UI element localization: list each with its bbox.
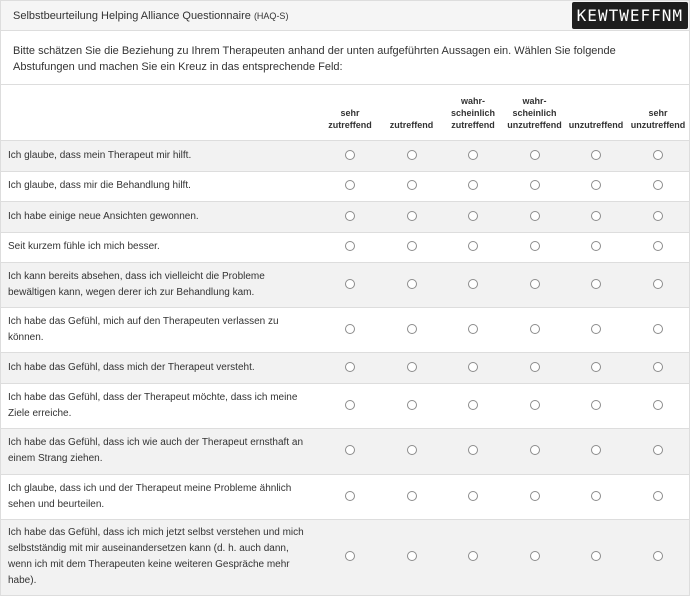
rating-cell <box>319 307 381 352</box>
column-header-line: wahr- <box>522 95 547 106</box>
rating-cell <box>319 383 381 428</box>
table-row <box>1 171 689 201</box>
column-header-wahrscheinlich-unzutreffend <box>504 85 565 140</box>
radio-wahrscheinlich-unzutreffend[interactable] <box>530 445 540 455</box>
rating-cell <box>319 519 381 595</box>
rating-cell <box>381 519 442 595</box>
table-row <box>1 428 689 474</box>
rating-cell <box>442 474 504 519</box>
column-header-line: wahr- <box>460 95 485 106</box>
radio-unzutreffend[interactable] <box>591 241 601 251</box>
rating-cell <box>381 352 442 383</box>
radio-unzutreffend[interactable] <box>591 211 601 221</box>
rating-cell <box>319 232 381 262</box>
panel-header <box>1 1 689 31</box>
radio-sehr-unzutreffend[interactable] <box>653 491 663 501</box>
table-row <box>1 474 689 519</box>
column-header-line: scheinlich <box>450 107 495 118</box>
table-row <box>1 383 689 428</box>
column-header-line: unzutreffend <box>507 119 562 130</box>
radio-sehr-unzutreffend[interactable] <box>653 279 663 289</box>
question-text: Ich habe das Gefühl, dass der Therapeut möchte, dass ich meine Ziele erreiche. <box>1 383 319 428</box>
table-header-row <box>1 85 689 140</box>
rating-cell <box>565 140 627 171</box>
radio-wahrscheinlich-zutreffend[interactable] <box>468 180 478 190</box>
radio-wahrscheinlich-unzutreffend[interactable] <box>530 150 540 160</box>
radio-sehr-zutreffend[interactable] <box>345 491 355 501</box>
rating-cell <box>504 201 565 232</box>
question-text: Ich kann bereits absehen, dass ich vielleicht die Probleme bewältigen kann, wegen derer ich zur Behandlung kam. <box>1 262 319 307</box>
radio-sehr-unzutreffend[interactable] <box>653 551 663 561</box>
rating-cell <box>565 171 627 201</box>
rating-cell <box>442 519 504 595</box>
radio-wahrscheinlich-unzutreffend[interactable] <box>530 400 540 410</box>
radio-wahrscheinlich-zutreffend[interactable] <box>468 279 478 289</box>
rating-cell <box>504 171 565 201</box>
radio-wahrscheinlich-zutreffend[interactable] <box>468 324 478 334</box>
radio-sehr-zutreffend[interactable] <box>345 445 355 455</box>
rating-cell <box>627 307 689 352</box>
rating-cell <box>319 171 381 201</box>
column-header-sehr-zutreffend <box>319 85 381 140</box>
radio-wahrscheinlich-zutreffend[interactable] <box>468 491 478 501</box>
column-header-zutreffend <box>381 85 442 140</box>
radio-unzutreffend[interactable] <box>591 491 601 501</box>
rating-cell <box>381 171 442 201</box>
rating-cell <box>627 171 689 201</box>
radio-wahrscheinlich-zutreffend[interactable] <box>468 445 478 455</box>
radio-wahrscheinlich-unzutreffend[interactable] <box>530 551 540 561</box>
radio-unzutreffend[interactable] <box>591 400 601 410</box>
rating-cell <box>504 352 565 383</box>
rating-cell <box>565 307 627 352</box>
radio-wahrscheinlich-zutreffend[interactable] <box>468 400 478 410</box>
question-text: Ich habe das Gefühl, dass ich mich jetzt selbst verstehen und mich selbstständig mit mir auseinandersetzen kann (d. h. auch dann, wenn ich mit dem Therapeuten keine weiteren Gespräche mehr habe). <box>1 519 319 595</box>
radio-zutreffend[interactable] <box>407 551 417 561</box>
radio-wahrscheinlich-zutreffend[interactable] <box>468 551 478 561</box>
radio-wahrscheinlich-unzutreffend[interactable] <box>530 491 540 501</box>
radio-zutreffend[interactable] <box>407 491 417 501</box>
column-header-line: unzutreffend <box>630 119 686 130</box>
column-header-line: zutreffend <box>389 119 434 130</box>
question-text: Ich glaube, dass mein Therapeut mir hilft. <box>1 140 319 171</box>
rating-cell <box>442 352 504 383</box>
code-badge: KEWTWEFFNM <box>572 2 688 29</box>
title-main: Selbstbeurteilung Helping Alliance Questionnaire <box>13 10 251 22</box>
radio-wahrscheinlich-zutreffend[interactable] <box>468 241 478 251</box>
column-header-line <box>381 107 442 119</box>
radio-sehr-zutreffend[interactable] <box>345 150 355 160</box>
rating-cell <box>442 307 504 352</box>
radio-unzutreffend[interactable] <box>591 150 601 160</box>
rating-cell <box>319 352 381 383</box>
rating-cell <box>381 232 442 262</box>
rating-cell <box>381 307 442 352</box>
question-text: Ich habe das Gefühl, mich auf den Therapeuten verlassen zu können. <box>1 307 319 352</box>
rating-cell <box>381 262 442 307</box>
rating-cell <box>627 519 689 595</box>
rating-cell <box>319 140 381 171</box>
question-text: Ich habe das Gefühl, dass ich wie auch der Therapeut ernsthaft an einem Strang ziehen. <box>1 428 319 474</box>
rating-cell <box>627 201 689 232</box>
rating-cell <box>627 262 689 307</box>
rating-cell <box>565 383 627 428</box>
radio-unzutreffend[interactable] <box>591 279 601 289</box>
question-text: Ich habe das Gefühl, dass mich der Therapeut versteht. <box>1 352 319 383</box>
rating-cell <box>627 474 689 519</box>
radio-sehr-zutreffend[interactable] <box>345 324 355 334</box>
radio-wahrscheinlich-unzutreffend[interactable] <box>530 211 540 221</box>
rating-cell <box>504 262 565 307</box>
rating-cell <box>381 140 442 171</box>
radio-wahrscheinlich-unzutreffend[interactable] <box>530 362 540 372</box>
column-header-unzutreffend <box>565 85 627 140</box>
rating-cell <box>565 519 627 595</box>
rating-cell <box>442 201 504 232</box>
question-text: Seit kurzem fühle ich mich besser. <box>1 232 319 262</box>
rating-cell <box>442 262 504 307</box>
radio-sehr-unzutreffend[interactable] <box>653 180 663 190</box>
radio-sehr-unzutreffend[interactable] <box>653 445 663 455</box>
radio-wahrscheinlich-unzutreffend[interactable] <box>530 279 540 289</box>
rating-cell <box>442 140 504 171</box>
radio-unzutreffend[interactable] <box>591 551 601 561</box>
column-header-line: sehr <box>340 107 360 118</box>
radio-sehr-zutreffend[interactable] <box>345 279 355 289</box>
rating-cell <box>319 428 381 474</box>
radio-zutreffend[interactable] <box>407 180 417 190</box>
table-row <box>1 307 689 352</box>
rating-cell <box>504 140 565 171</box>
rating-cell <box>381 428 442 474</box>
rating-cell <box>504 519 565 595</box>
radio-zutreffend[interactable] <box>407 241 417 251</box>
rating-cell <box>442 232 504 262</box>
radio-sehr-unzutreffend[interactable] <box>653 400 663 410</box>
column-header-line: unzutreffend <box>568 119 624 130</box>
question-text: Ich glaube, dass mir die Behandlung hilft. <box>1 171 319 201</box>
radio-wahrscheinlich-unzutreffend[interactable] <box>530 324 540 334</box>
radio-wahrscheinlich-zutreffend[interactable] <box>468 150 478 160</box>
radio-zutreffend[interactable] <box>407 362 417 372</box>
rating-cell <box>504 307 565 352</box>
rating-cell <box>442 171 504 201</box>
rating-table <box>1 85 689 596</box>
column-header-line: scheinlich <box>512 107 557 118</box>
column-header-line: zutreffend <box>451 119 495 130</box>
radio-unzutreffend[interactable] <box>591 362 601 372</box>
radio-zutreffend[interactable] <box>407 324 417 334</box>
radio-sehr-unzutreffend[interactable] <box>653 241 663 251</box>
panel-title <box>13 10 288 22</box>
rating-cell <box>565 428 627 474</box>
instructions-text: Bitte schätzen Sie die Beziehung zu Ihrem Therapeuten anhand der unten aufgeführten Aussagen ein. Wählen Sie folgende Abstufungen und machen Sie ein Kreuz in das entsprechende Feld: <box>1 31 689 85</box>
radio-wahrscheinlich-unzutreffend[interactable] <box>530 241 540 251</box>
radio-wahrscheinlich-zutreffend[interactable] <box>468 211 478 221</box>
rating-cell <box>381 474 442 519</box>
rating-cell <box>319 262 381 307</box>
column-header-sehr-unzutreffend <box>627 85 689 140</box>
rating-cell <box>565 232 627 262</box>
rating-cell <box>627 140 689 171</box>
column-header-line <box>565 107 627 119</box>
rating-cell <box>442 383 504 428</box>
rating-cell <box>504 474 565 519</box>
rating-cell <box>627 383 689 428</box>
title-abbr: (HAQ-S) <box>253 11 289 21</box>
question-text: Ich glaube, dass ich und der Therapeut meine Probleme ähnlich sehen und beurteilen. <box>1 474 319 519</box>
radio-sehr-zutreffend[interactable] <box>345 211 355 221</box>
table-row <box>1 352 689 383</box>
rating-cell <box>504 383 565 428</box>
rating-cell <box>319 201 381 232</box>
radio-sehr-unzutreffend[interactable] <box>653 150 663 160</box>
table-row <box>1 140 689 171</box>
radio-sehr-zutreffend[interactable] <box>345 400 355 410</box>
radio-zutreffend[interactable] <box>407 150 417 160</box>
rating-cell <box>565 474 627 519</box>
radio-zutreffend[interactable] <box>407 211 417 221</box>
rating-cell <box>627 428 689 474</box>
column-header-line: sehr <box>648 107 668 118</box>
radio-wahrscheinlich-unzutreffend[interactable] <box>530 180 540 190</box>
radio-zutreffend[interactable] <box>407 279 417 289</box>
rating-cell <box>627 232 689 262</box>
radio-wahrscheinlich-zutreffend[interactable] <box>468 362 478 372</box>
radio-unzutreffend[interactable] <box>591 324 601 334</box>
rating-cell <box>504 428 565 474</box>
radio-unzutreffend[interactable] <box>591 180 601 190</box>
rating-cell <box>565 201 627 232</box>
radio-sehr-unzutreffend[interactable] <box>653 324 663 334</box>
radio-zutreffend[interactable] <box>407 400 417 410</box>
radio-sehr-zutreffend[interactable] <box>345 551 355 561</box>
column-header-line: zutreffend <box>328 119 372 130</box>
radio-zutreffend[interactable] <box>407 445 417 455</box>
radio-unzutreffend[interactable] <box>591 445 601 455</box>
rating-cell <box>381 201 442 232</box>
rating-cell <box>381 383 442 428</box>
rating-cell <box>504 232 565 262</box>
rating-cell <box>627 352 689 383</box>
rating-cell <box>565 352 627 383</box>
rating-cell <box>319 474 381 519</box>
table-row <box>1 262 689 307</box>
question-column-header <box>1 85 319 140</box>
radio-sehr-zutreffend[interactable] <box>345 180 355 190</box>
column-header-wahrscheinlich-zutreffend <box>442 85 504 140</box>
radio-sehr-unzutreffend[interactable] <box>653 211 663 221</box>
radio-sehr-unzutreffend[interactable] <box>653 362 663 372</box>
table-row <box>1 232 689 262</box>
radio-sehr-zutreffend[interactable] <box>345 362 355 372</box>
rating-cell <box>565 262 627 307</box>
table-row <box>1 201 689 232</box>
rating-cell <box>442 428 504 474</box>
table-row <box>1 519 689 595</box>
question-text: Ich habe einige neue Ansichten gewonnen. <box>1 201 319 232</box>
radio-sehr-zutreffend[interactable] <box>345 241 355 251</box>
